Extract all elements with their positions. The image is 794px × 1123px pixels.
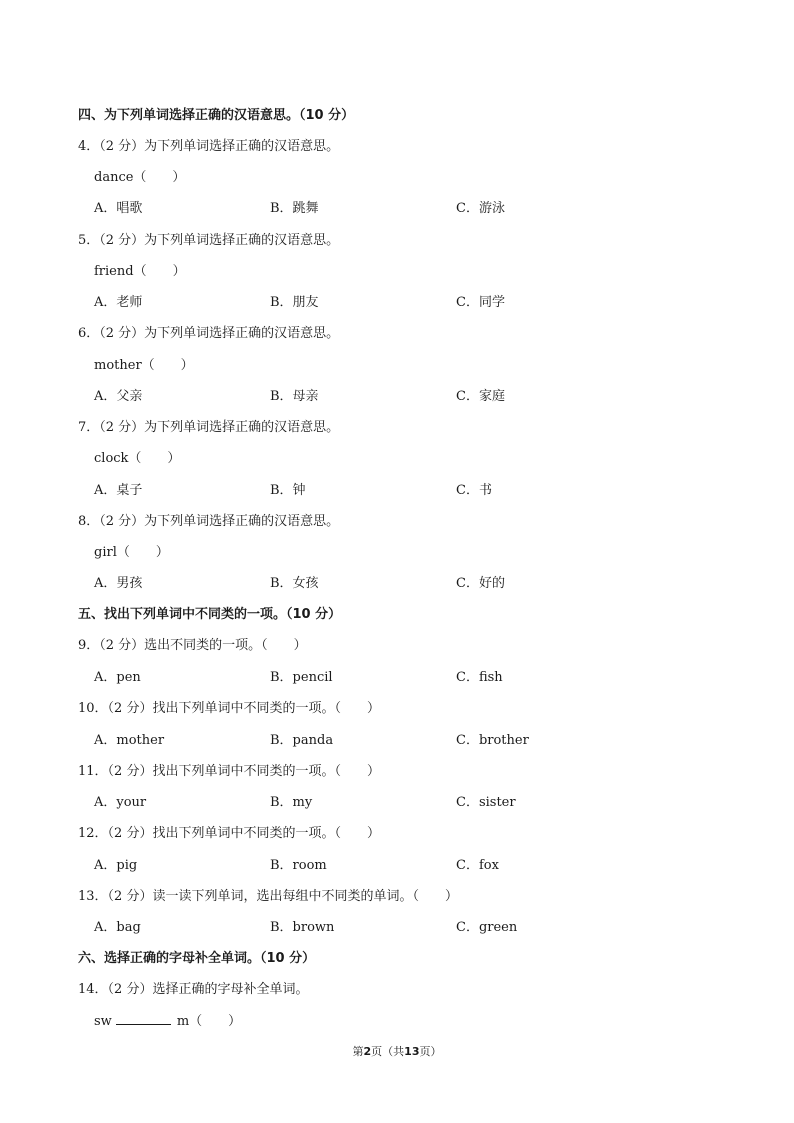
question-10-option-a[interactable]: A．mother — [94, 733, 165, 748]
question-6-stem: 6．（2 分）为下列单词选择正确的汉语意思。 — [78, 326, 340, 341]
question-12-option-c[interactable]: C．fox — [456, 858, 499, 873]
question-8-option-b[interactable]: B．女孩 — [270, 576, 319, 591]
question-12-stem: 12．（2 分）找出下列单词中不同类的一项。（ ） — [78, 826, 380, 841]
question-7-stem: 7．（2 分）为下列单词选择正确的汉语意思。 — [78, 420, 340, 435]
question-13-option-c[interactable]: C．green — [456, 920, 518, 935]
question-14-word-suffix: m（ ） — [176, 1014, 242, 1029]
question-13-stem: 13．（2 分）读一读下列单词，选出每组中不同类的单词。（ ） — [78, 889, 458, 904]
question-14-stem: 14．（2 分）选择正确的字母补全单词。 — [78, 982, 309, 997]
question-7-option-a[interactable]: A．桌子 — [94, 483, 143, 498]
question-4-option-a[interactable]: A．唱歌 — [94, 201, 143, 216]
question-14-word-prefix: sw — [94, 1014, 112, 1029]
question-8-stem: 8．（2 分）为下列单词选择正确的汉语意思。 — [78, 514, 340, 529]
question-5-stem: 5．（2 分）为下列单词选择正确的汉语意思。 — [78, 233, 340, 248]
question-4-word: dance（ ） — [94, 170, 186, 185]
question-6-option-c[interactable]: C．家庭 — [456, 389, 505, 404]
question-6-word: mother（ ） — [94, 358, 194, 373]
question-12-option-a[interactable]: A．pig — [94, 858, 138, 873]
footer-total-pages: 13 — [404, 1045, 420, 1058]
question-8-option-a[interactable]: A．男孩 — [94, 576, 143, 591]
section-4-heading: 四、为下列单词选择正确的汉语意思。（10 分） — [78, 108, 355, 123]
question-5-option-b[interactable]: B．朋友 — [270, 295, 319, 310]
question-9-option-a[interactable]: A．pen — [94, 670, 141, 685]
question-6-option-b[interactable]: B．母亲 — [270, 389, 319, 404]
question-13-option-b[interactable]: B．brown — [270, 920, 335, 935]
question-6-option-a[interactable]: A．父亲 — [94, 389, 143, 404]
question-5-word: friend（ ） — [94, 264, 186, 279]
question-11-stem: 11．（2 分）找出下列单词中不同类的一项。（ ） — [78, 764, 380, 779]
question-10-option-c[interactable]: C．brother — [456, 733, 529, 748]
footer-page-number: 2 — [363, 1045, 372, 1058]
section-5-heading: 五、找出下列单词中不同类的一项。（10 分） — [78, 607, 342, 622]
question-5-option-a[interactable]: A．老师 — [94, 295, 143, 310]
question-10-option-b[interactable]: B．panda — [270, 733, 334, 748]
question-11-option-c[interactable]: C．sister — [456, 795, 516, 810]
question-4-option-c[interactable]: C．游泳 — [456, 201, 505, 216]
page-footer — [0, 1043, 794, 1059]
question-13-option-a[interactable]: A．bag — [94, 920, 141, 935]
question-12-option-b[interactable]: B．room — [270, 858, 327, 873]
question-11-option-a[interactable]: A．your — [94, 795, 147, 810]
question-5-option-c[interactable]: C．同学 — [456, 295, 505, 310]
question-9-option-c[interactable]: C．fish — [456, 670, 503, 685]
footer-mid: 页（共 — [371, 1045, 405, 1058]
section-6-heading: 六、选择正确的字母补全单词。（10 分） — [78, 951, 316, 966]
question-7-option-b[interactable]: B．钟 — [270, 483, 306, 498]
question-8-option-c[interactable]: C．好的 — [456, 576, 505, 591]
footer-post: 页） — [419, 1045, 442, 1058]
question-10-stem: 10．（2 分）找出下列单词中不同类的一项。（ ） — [78, 701, 380, 716]
question-7-option-c[interactable]: C．书 — [456, 483, 492, 498]
question-8-word: girl（ ） — [94, 545, 169, 560]
question-9-option-b[interactable]: B．pencil — [270, 670, 333, 685]
question-4-option-b[interactable]: B．跳舞 — [270, 201, 319, 216]
question-7-word: clock（ ） — [94, 451, 181, 466]
fill-in-blank[interactable] — [116, 1012, 171, 1025]
footer-pre: 第 — [352, 1045, 364, 1058]
question-11-option-b[interactable]: B．my — [270, 795, 313, 810]
question-14-word — [94, 1010, 241, 1029]
question-9-stem: 9．（2 分）选出不同类的一项。（ ） — [78, 638, 307, 653]
question-4-stem: 4．（2 分）为下列单词选择正确的汉语意思。 — [78, 139, 340, 154]
